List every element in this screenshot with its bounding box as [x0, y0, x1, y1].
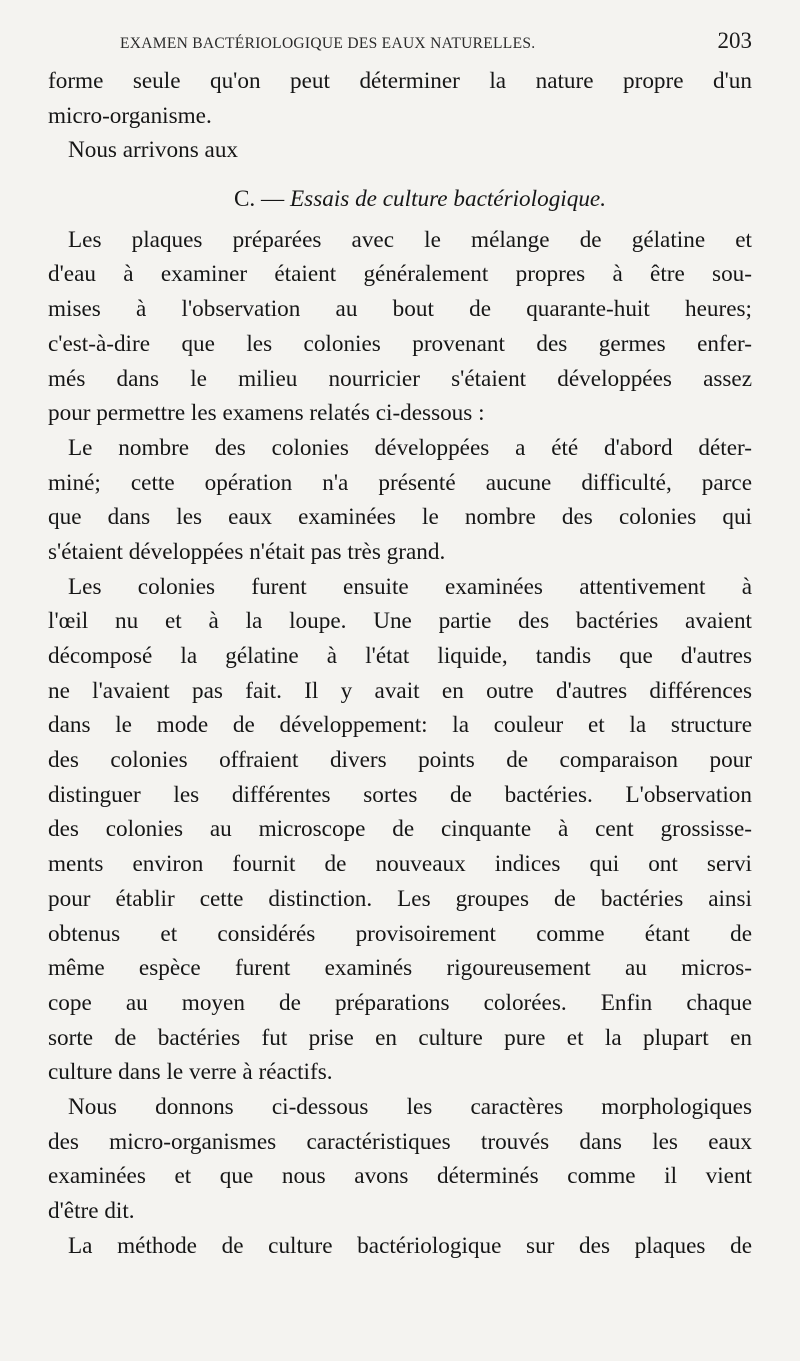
text-line: La méthode de culture bactériologique sur des plaques de [68, 1232, 752, 1259]
text-line: d'eau à examiner étaient généralement propres à être sou- [48, 261, 752, 288]
paragraph [48, 431, 752, 570]
section-prefix: C. — [233, 186, 291, 213]
paragraph [48, 570, 752, 1090]
text-line: décomposé la gélatine à l'état liquide, tandis que d'autres [48, 643, 752, 669]
paragraph [48, 1229, 752, 1264]
text-line: mises à l'observation au bout de quarante-huit heures; [48, 296, 752, 323]
section-heading [48, 182, 752, 217]
paragraph [48, 1090, 752, 1229]
text-line: obtenus et considérés provisoirement comme étant de [48, 920, 752, 947]
text-line: des colonies offraient divers points de comparaison pour [48, 747, 752, 774]
text-line: més dans le milieu nourricier s'étaient développées assez [48, 365, 752, 392]
page-number: 203 [717, 28, 752, 53]
section-title: Essais de culture bactériologique. [290, 186, 607, 213]
intro-line: Nous arrivons aux [68, 137, 239, 164]
running-head: EXAMEN BACTÉRIOLOGIQUE DES EAUX NATURELLES. [120, 35, 536, 52]
page-header [48, 28, 752, 64]
text-line: l'œil nu et à la loupe. Une partie des bactéries avaient [48, 608, 752, 635]
text-line: Les plaques préparées avec le mélange de gélatine et [68, 226, 752, 253]
text-line: pour établir cette distinction. Les groupes de bactéries ainsi [48, 885, 752, 912]
text-line: sorte de bactéries fut prise en culture pure et la plupart en [48, 1024, 752, 1051]
text-line: ments environ fournit de nouveaux indices qui ont servi [48, 851, 752, 878]
text-line: dans le mode de développement: la couleur et la structure [48, 712, 752, 739]
text-line: c'est-à-dire que les colonies provenant des germes enfer- [48, 330, 752, 357]
text-line: d'être dit. [48, 1198, 135, 1224]
text-line: que dans les eaux examinées le nombre des colonies qui [48, 504, 752, 531]
text-line: miné; cette opération n'a présenté aucune difficulté, parce [48, 469, 752, 496]
text-line: des colonies au microscope de cinquante à cent grossisse- [48, 816, 752, 843]
text-line: Le nombre des colonies développées a été d'abord déter- [68, 434, 752, 461]
text-line: distinguer les différentes sortes de bactéries. L'observation [48, 781, 752, 808]
text-line: micro-organisme. [48, 102, 212, 129]
text-line: culture dans le verre à réactifs. [48, 1059, 333, 1086]
paragraph [48, 223, 752, 431]
text-line: Nous donnons ci-dessous les caractères morphologiques [68, 1093, 752, 1120]
text-line: même espèce furent examinés rigoureusement au micros- [48, 955, 752, 982]
body-text [48, 223, 752, 1264]
text-line: s'étaient développées n'était pas très grand. [48, 538, 446, 565]
text-line: forme seule qu'on peut déterminer la nature propre d'un [48, 68, 752, 94]
text-line: des micro-organismes caractéristiques trouvés dans les eaux [48, 1128, 752, 1155]
text-line: cope au moyen de préparations colorées. Enfin chaque [48, 989, 752, 1016]
text-line: ne l'avaient pas fait. Il y avait en outre d'autres différences [48, 677, 752, 704]
text-line: Les colonies furent ensuite examinées attentivement à [68, 573, 752, 600]
text-line: pour permettre les examens relatés ci-dessous : [48, 400, 485, 427]
text-line: examinées et que nous avons déterminés comme il vient [48, 1163, 752, 1190]
